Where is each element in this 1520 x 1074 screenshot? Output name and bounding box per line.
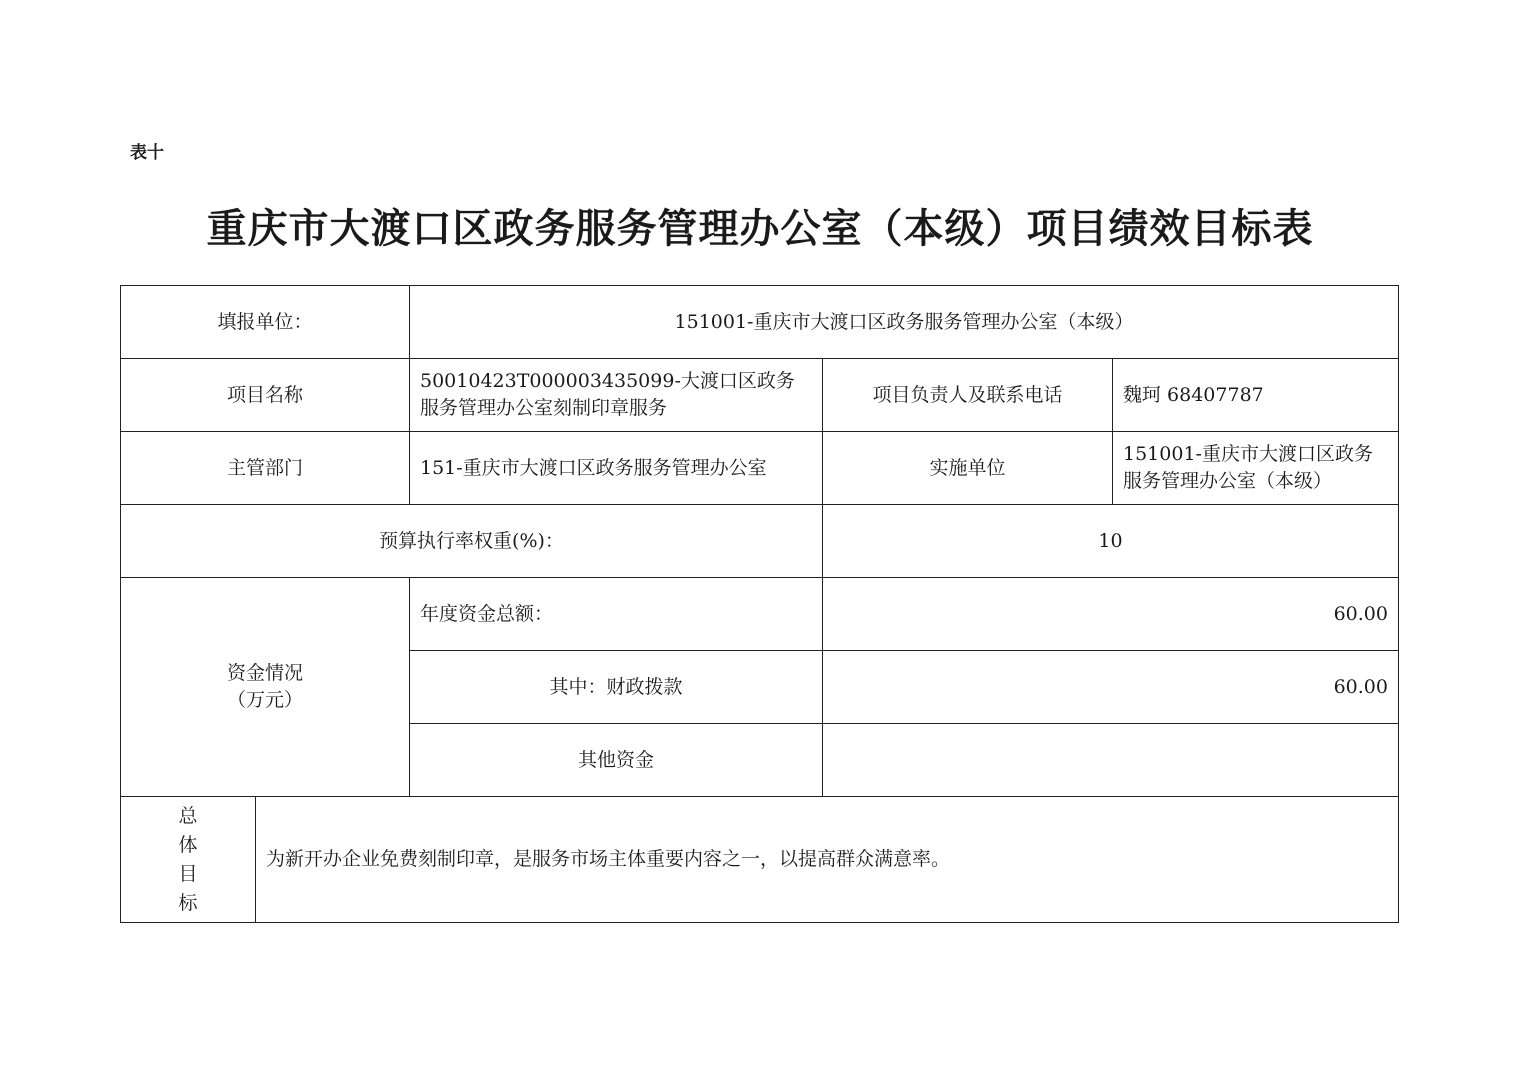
- contact-label-cell: [822, 358, 1113, 432]
- impl-label: 实施单位: [929, 456, 1006, 479]
- goal-value: 为新开办企业免费刻制印章，是服务市场主体重要内容之一，以提高群众满意率。: [266, 848, 951, 870]
- annual-total-label: 年度资金总额：: [420, 602, 554, 625]
- impl-value: 151001-重庆市大渡口区政务服务管理办公室（本级）: [1123, 443, 1373, 492]
- goal-label-char: 目: [178, 862, 198, 885]
- impl-value-cell: [1112, 431, 1399, 505]
- contact-value-cell: [1112, 358, 1399, 432]
- goal-value-cell: [255, 796, 1399, 923]
- goal-label-char: 标: [178, 891, 198, 914]
- dept-label-cell: [120, 431, 410, 505]
- annual-total-label-cell: [409, 577, 823, 651]
- weight-value-cell: [822, 504, 1399, 578]
- project-name-value-cell: [409, 358, 823, 432]
- funds-label-cell: [120, 577, 410, 797]
- dept-label: 主管部门: [226, 456, 303, 479]
- weight-label-cell: [120, 504, 823, 578]
- other-funds-label: 其他资金: [577, 748, 654, 771]
- other-funds-label-cell: [409, 723, 823, 797]
- contact-label: 项目负责人及联系电话: [872, 383, 1063, 406]
- page-title: 重庆市大渡口区政务服务管理办公室（本级）项目绩效目标表: [206, 205, 1314, 252]
- fiscal-value-cell: [822, 650, 1399, 724]
- goal-label-cell: [120, 796, 256, 923]
- unit-value-cell: [409, 285, 1399, 359]
- weight-value: 10: [1098, 529, 1123, 552]
- project-name-value: 50010423T000003435099-大渡口区政务服务管理办公室刻制印章服务: [420, 370, 795, 419]
- other-funds-value-cell: [822, 723, 1399, 797]
- goal-label-char: 总: [178, 804, 198, 827]
- project-name-label: 项目名称: [226, 383, 303, 406]
- dept-value-cell: [409, 431, 823, 505]
- fiscal-value: 60.00: [1333, 675, 1388, 698]
- table-number: 表十: [130, 143, 164, 163]
- project-name-label-cell: [120, 358, 410, 432]
- fiscal-label: 其中：财政拨款: [549, 675, 683, 698]
- contact-value: 魏珂 68407787: [1123, 383, 1264, 406]
- funds-label: 资金情况: [226, 662, 303, 684]
- dept-value: 151-重庆市大渡口区政务服务管理办公室: [420, 456, 767, 479]
- annual-total-value-cell: [822, 577, 1399, 651]
- funds-unit-label: （万元）: [226, 689, 303, 711]
- annual-total-value: 60.00: [1333, 602, 1388, 625]
- unit-label-cell: [120, 285, 410, 359]
- impl-label-cell: [822, 431, 1113, 505]
- unit-value: 151001-重庆市大渡口区政务服务管理办公室（本级）: [674, 310, 1134, 333]
- goal-label-char: 体: [178, 833, 198, 856]
- unit-label: 填报单位：: [217, 310, 313, 333]
- weight-label: 预算执行率权重(%)：: [379, 529, 564, 552]
- fiscal-label-cell: [409, 650, 823, 724]
